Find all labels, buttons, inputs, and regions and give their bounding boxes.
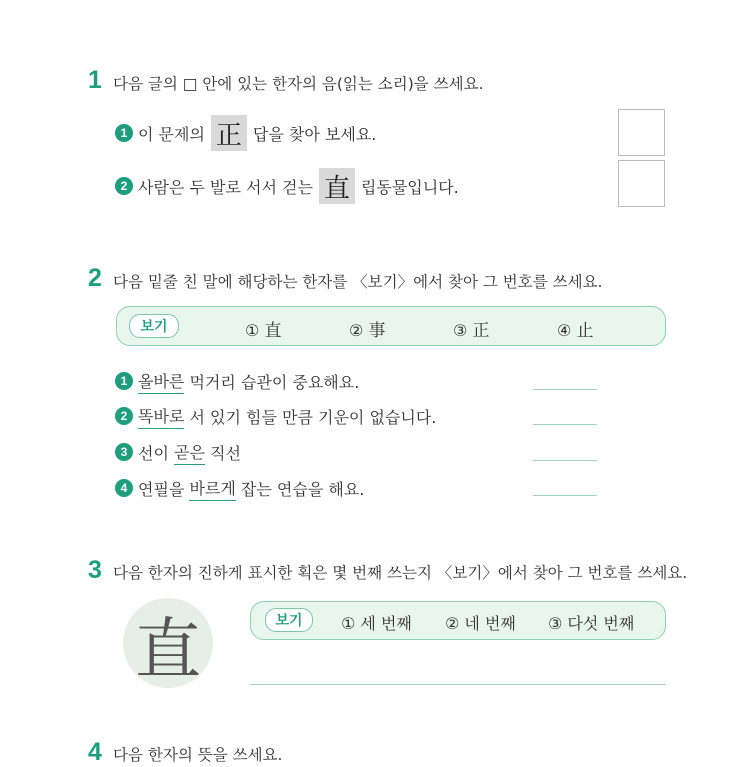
q3-option-3: ③ 다섯 번째	[548, 614, 635, 633]
item-number-badge: 4	[115, 479, 133, 497]
option-hanja: 直	[264, 321, 282, 341]
question-2-instruction: 다음 밑줄 친 말에 해당하는 한자를 〈보기〉에서 찾아 그 번호를 쓰세요.	[113, 273, 603, 291]
q2-answer-line-1[interactable]	[533, 389, 597, 390]
q2-item-3-underlined: 곧은	[174, 440, 205, 465]
option-hanja: 止	[576, 321, 594, 341]
q2-item-4	[115, 477, 364, 499]
q3-option-2: ② 네 번째	[445, 614, 516, 633]
q2-answer-line-4[interactable]	[533, 495, 597, 496]
q2-item-1	[115, 370, 359, 392]
q2-answer-line-3[interactable]	[533, 460, 597, 461]
q2-item-4-underlined: 바르게	[189, 476, 235, 501]
q2-option-4	[557, 316, 593, 341]
item-number-badge: 1	[115, 372, 133, 390]
item-number-badge: 2	[115, 177, 133, 195]
option-mark: ④	[557, 321, 572, 340]
q1-answer-box-2[interactable]	[618, 160, 665, 207]
q1-item-2-before: 사람은 두 발로 서서 걷는	[138, 177, 313, 197]
q2-option-3	[453, 316, 489, 341]
q2-item-1-post: 먹거리 습관이 중요해요.	[184, 372, 360, 392]
option-hanja: 正	[472, 321, 490, 341]
q2-option-1	[245, 316, 281, 341]
question-4-instruction: 다음 한자의 뜻을 쓰세요.	[113, 746, 283, 764]
option-mark: ①	[245, 321, 260, 340]
q2-item-2-underlined: 똑바로	[138, 404, 184, 429]
question-3-number: 3	[88, 556, 102, 584]
q2-item-3	[115, 441, 241, 463]
option-mark: ②	[349, 321, 364, 340]
option-mark: ③	[453, 321, 468, 340]
q3-answer-line[interactable]	[250, 684, 666, 685]
q1-item-1-before: 이 문제의	[138, 124, 205, 144]
q2-item-3-pre: 선이	[138, 443, 174, 463]
question-3-instruction: 다음 한자의 진하게 표시한 획은 몇 번째 쓰는지 〈보기〉에서 찾아 그 번호를 쓰세요.	[113, 564, 688, 582]
item-number-badge: 2	[115, 407, 133, 425]
question-1-number: 1	[88, 66, 102, 94]
q2-answer-line-2[interactable]	[533, 424, 597, 425]
question-4-number: 4	[88, 738, 102, 766]
question-1-instruction: 다음 글의 □ 안에 있는 한자의 음(읽는 소리)을 쓰세요.	[113, 75, 484, 93]
q2-item-4-post: 잡는 연습을 해요.	[235, 479, 365, 499]
q2-option-2	[349, 316, 385, 341]
q3-bogi-label: 보기	[265, 608, 313, 632]
q1-item-2-hanja: 直	[319, 168, 355, 204]
q2-item-2-post: 서 있기 힘들 만큼 기운이 없습니다.	[184, 407, 437, 427]
q2-item-1-underlined: 올바른	[138, 369, 184, 394]
option-hanja: 事	[368, 321, 386, 341]
q1-item-2	[115, 168, 459, 204]
q3-option-1: ① 세 번째	[341, 614, 412, 633]
q2-bogi-label: 보기	[129, 314, 179, 338]
item-number-badge: 3	[115, 443, 133, 461]
q3-hanja-circle: 直	[123, 598, 213, 688]
question-2-number: 2	[88, 264, 102, 292]
q1-item-1	[115, 115, 376, 151]
q1-answer-box-1[interactable]	[618, 109, 665, 156]
q1-item-2-after: 립동물입니다.	[360, 177, 459, 197]
item-number-badge: 1	[115, 124, 133, 142]
q2-item-2	[115, 405, 436, 427]
q1-item-1-after: 답을 찾아 보세요.	[252, 124, 377, 144]
q1-item-1-hanja: 正	[211, 115, 247, 151]
q2-item-4-pre: 연필을	[138, 479, 190, 499]
q2-item-3-post: 직선	[204, 443, 241, 463]
